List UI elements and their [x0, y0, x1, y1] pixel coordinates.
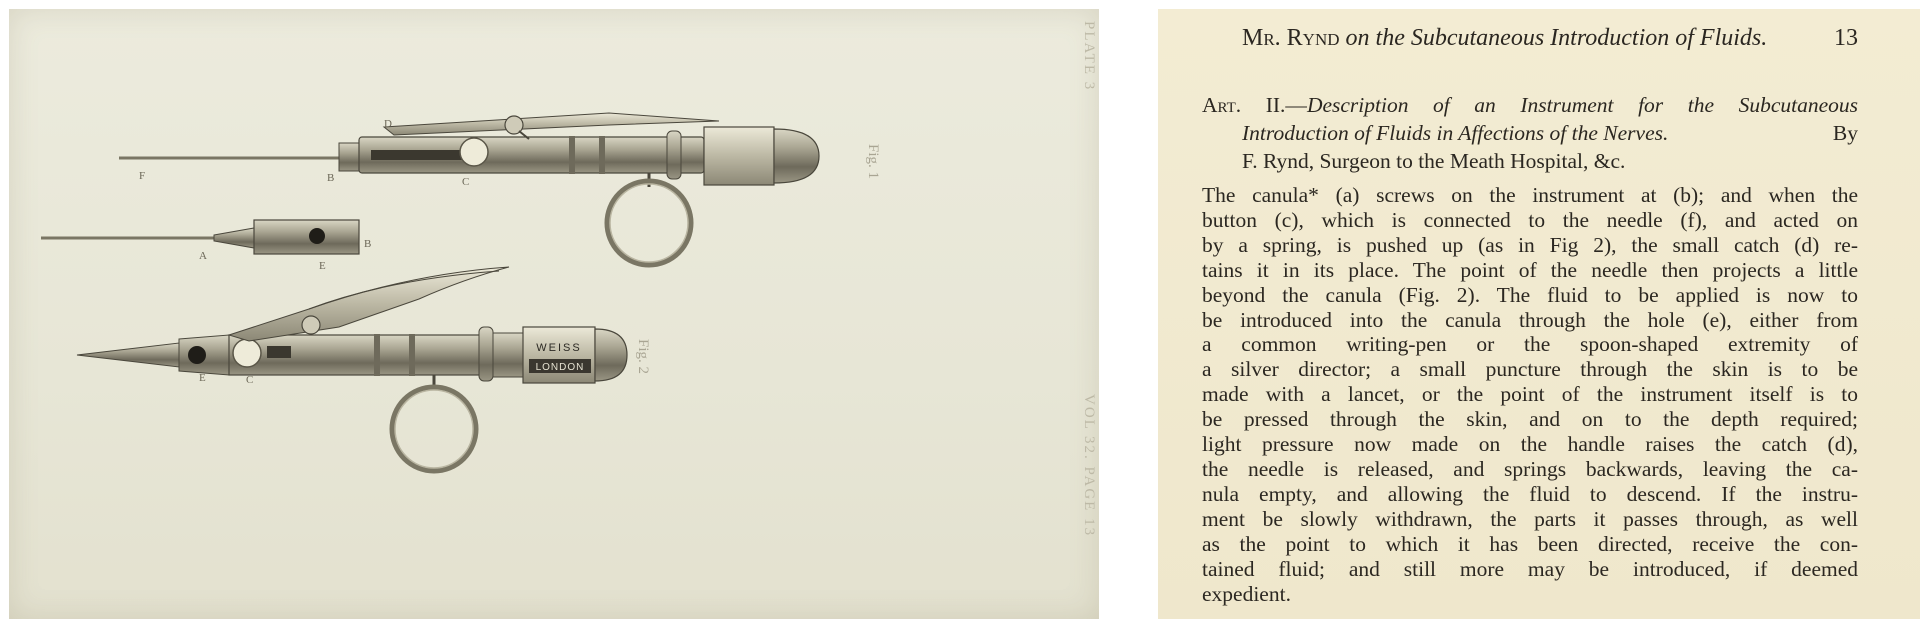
- body-line: the needle is released, and springs backwards, leaving the ca-: [1202, 456, 1858, 481]
- body-line: made with a lancet, or the point of the instrument itself is to: [1202, 382, 1858, 407]
- body-line: tained fluid; and still more may be introduced, if deemed: [1202, 556, 1858, 581]
- volume-page-label: VOL 32. PAGE 13: [1081, 394, 1097, 538]
- fig1-label: Fig. 1: [865, 144, 881, 180]
- body-line: The canula* (a) screws on the instrument at (b); and when the: [1202, 183, 1858, 207]
- journal-page: [1158, 9, 1920, 619]
- article-title-line-1: Description of an Instrument for the Subcutaneous: [1306, 93, 1858, 117]
- fig2-button: [233, 339, 261, 367]
- canula-figure: [41, 220, 371, 272]
- label-f: F: [139, 170, 146, 182]
- label-b: B: [327, 172, 335, 184]
- body-line: as the point to which it has been directed, receive the con-: [1202, 531, 1858, 556]
- engraving-plate: [9, 9, 1099, 619]
- fig2-label: Fig. 2: [635, 339, 651, 375]
- hole-e: [309, 228, 325, 244]
- label-d: D: [384, 118, 392, 130]
- article-title-line-2: Introduction of Fluids in Affections of the Nerves.: [1242, 121, 1669, 145]
- body-line: nula empty, and allowing the fluid to descend. If the instru-: [1202, 481, 1858, 506]
- maker-name: WEISS: [536, 342, 582, 354]
- article-body: [1202, 183, 1858, 606]
- body-line: button (c), which is connected to the needle (f), and acted on: [1202, 207, 1858, 232]
- body-line: a common writing-pen or the spoon-shaped extremity of: [1202, 332, 1858, 357]
- body-line: be pressed through the skin, and on to the depth required;: [1202, 407, 1858, 432]
- fig1-thread: [339, 143, 361, 171]
- maker-city: LONDON: [535, 362, 585, 373]
- fig2-lever: [229, 267, 509, 341]
- body-line: beyond the canula (Fig. 2). The fluid to be applied is now to: [1202, 282, 1858, 307]
- fig2-ring: [392, 387, 476, 471]
- fig1-button: [460, 138, 488, 166]
- article-number: Art. II.—: [1202, 93, 1307, 117]
- body-line: expedient.: [1202, 581, 1291, 606]
- article-by: By: [1832, 121, 1858, 145]
- running-header: [1242, 25, 1858, 52]
- instrument-illustration: [9, 9, 1099, 619]
- label-b2: B: [364, 238, 372, 250]
- label-e2: E: [199, 372, 206, 384]
- fig1-slot: [371, 150, 463, 160]
- body-line: a silver director; a small puncture through the skin is to be: [1202, 357, 1858, 382]
- figure-2: [77, 267, 651, 471]
- body-line: by a spring, is pushed up (as in Fig 2), the small catch (d) re-: [1202, 232, 1858, 257]
- canula-tube: [254, 220, 359, 254]
- fig1-head: [704, 127, 774, 185]
- label-a: A: [199, 250, 207, 262]
- header-author: Mr. Rynd: [1242, 25, 1340, 51]
- page-number: 13: [1834, 25, 1858, 51]
- label-c: C: [462, 176, 470, 188]
- fig1-ring: [607, 181, 691, 265]
- plate-label: PLATE 3: [1081, 21, 1097, 92]
- body-line: tains it in its place. The point of the needle then projects a little: [1202, 257, 1858, 282]
- label-c2: C: [246, 374, 254, 386]
- header-title: on the Subcutaneous Introduction of Fluids.: [1345, 25, 1768, 51]
- body-line: light pressure now made on the handle raises the catch (d),: [1202, 432, 1858, 457]
- body-line: be introduced into the canula through the hole (e), either from: [1202, 307, 1858, 332]
- article-author: F. Rynd, Surgeon to the Meath Hospital, &c.: [1242, 149, 1626, 173]
- body-line: ment be slowly withdrawn, the parts it passes through, as well: [1202, 506, 1858, 531]
- article-heading: [1202, 91, 1858, 175]
- fig2-head: [523, 327, 595, 383]
- label-e: E: [319, 260, 326, 272]
